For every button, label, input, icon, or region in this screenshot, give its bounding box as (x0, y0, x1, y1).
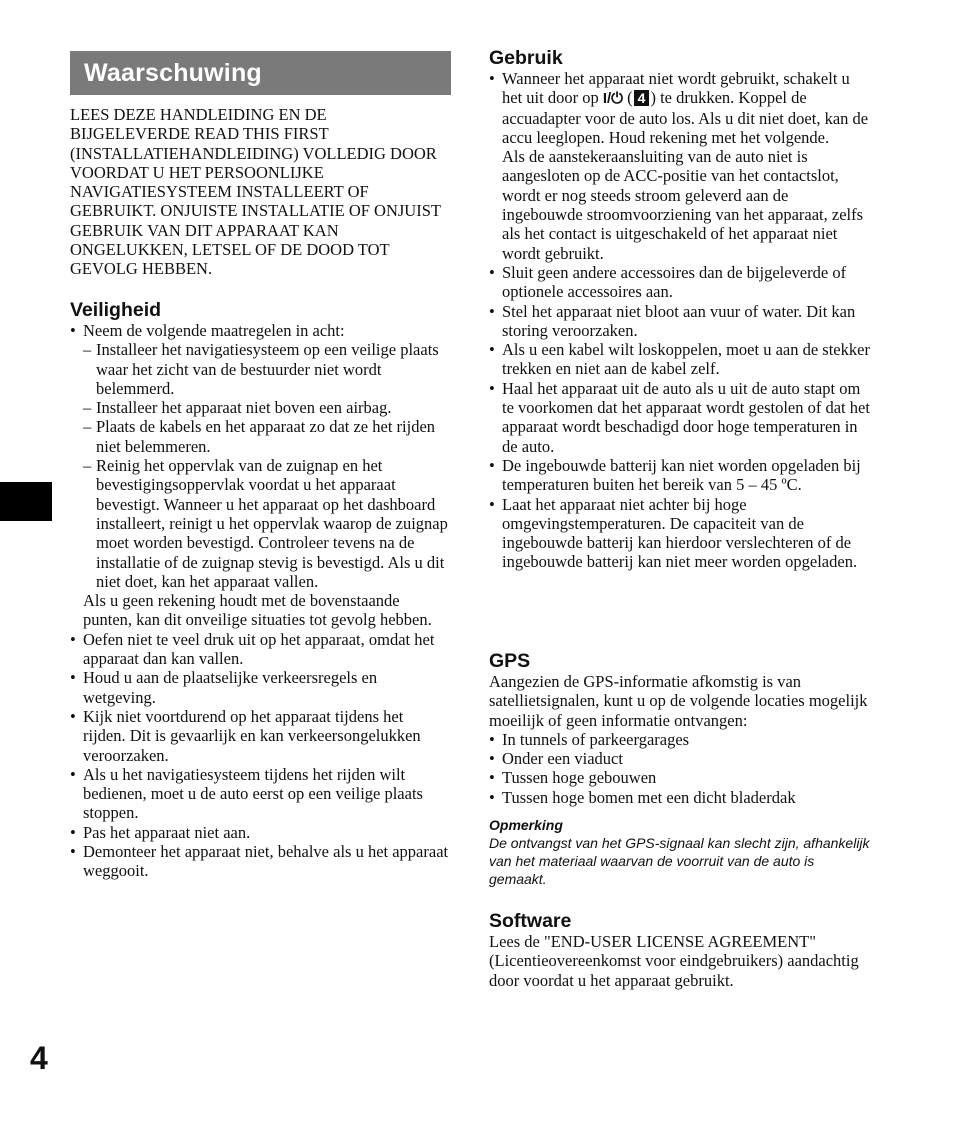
page-number: 4 (30, 1040, 48, 1076)
software-heading: Software (489, 910, 572, 932)
software-text: Lees de "END-USER LICENSE AGREEMENT" (Licentieovereenkomst voor eindgebruikers) aandachtig door voordat u het apparaat gebruikt. (489, 932, 859, 990)
list-item: • Pas het apparaat niet aan. (70, 823, 450, 842)
list-item: • Tussen hoge bomen met een dicht bladerdak (489, 788, 873, 807)
gps-intro: Aangezien de GPS-informatie afkomstig is van satellietsignalen, kunt u op de volgende locaties mogelijk moeilijk of geen informatie ontvangen: (489, 672, 868, 730)
sub-list-item: – Reinig het oppervlak van de zuignap en het bevestigingsoppervlak voordat u het apparaat bevestigt. Wanneer u het apparaat op het dashboard installeert, reinigt u het oppervlak waarop de zuignap moet worden bevestigd. Controleer tevens na de installatie of de zuignap stevig is bevestigd. Als u dit niet doet, kan het apparaat vallen. (70, 456, 450, 591)
list-item-text: Neem de volgende maatregelen in acht: (83, 321, 345, 340)
list-item: • Als u het navigatiesysteem tijdens het rijden wilt bedienen, moet u de auto eerst op een veilige plaats stoppen. (70, 765, 450, 823)
sub-list-item: – Installeer het navigatiesysteem op een veilige plaats waar het zicht van de bestuurder niet wordt belemmerd. (70, 340, 450, 398)
veiligheid-continuation: Als u geen rekening houdt met de bovenstaande punten, kan dit onveilige situaties tot gevolg hebben. (83, 591, 432, 630)
gebruik-list (489, 69, 873, 572)
gps-note (489, 816, 873, 888)
list-item: • Sluit geen andere accessoires dan de bijgeleverde of optionele accessoires aan. (489, 263, 873, 302)
banner-title: Waarschuwing (84, 59, 262, 87)
gebruik-heading: Gebruik (489, 47, 563, 69)
list-item: • Kijk niet voortdurend op het apparaat tijdens het rijden. Dit is gevaarlijk en kan verkeersongelukken veroorzaken. (70, 707, 450, 765)
list-item: • Haal het apparaat uit de auto als u uit de auto stapt om te voorkomen dat het apparaat wordt gestolen of dat het apparaat wordt beschadigd door hoge temperaturen in de auto. (489, 379, 873, 456)
key-number-badge: 4 (634, 90, 650, 106)
list-item: • Stel het apparaat niet bloot aan vuur of water. Dit kan storing veroorzaken. (489, 302, 873, 341)
list-item: • Laat het apparaat niet achter bij hoge omgevingstemperaturen. De capaciteit van de ingebouwde batterij kan hierdoor verslechteren of de ingebouwde batterij kan niet meer worden opgeladen. (489, 495, 873, 572)
sub-list-item: – Plaats de kabels en het apparaat zo dat ze het rijden niet belemmeren. (70, 417, 450, 456)
section-banner (70, 51, 451, 95)
gps-list (489, 730, 873, 807)
list-item: • Als u een kabel wilt loskoppelen, moet u aan de stekker trekken en niet aan de kabel zelf. (489, 340, 873, 379)
veiligheid-sublist (70, 340, 450, 591)
veiligheid-heading: Veiligheid (70, 299, 162, 321)
list-item: • Demonteer het apparaat niet, behalve als u het apparaat weggooit. (70, 842, 450, 881)
list-item-text: Wanneer het apparaat niet wordt gebruikt, schakelt u het uit door op (502, 69, 850, 108)
list-item: • Houd u aan de plaatselijke verkeersregels en wetgeving. (70, 668, 450, 707)
list-item: • Tussen hoge gebouwen (489, 768, 873, 787)
veiligheid-list (70, 321, 450, 340)
chapter-tab-marker (0, 482, 52, 521)
list-item-continuation: Als de aanstekeraansluiting van de auto niet is aangesloten op de ACC-positie van het contactslot, wordt er nog steeds stroom geleverd aan de ingebouwde stroomvoorziening van het apparaat, zelfs als het contact is uitgeschakeld of het apparaat niet wordt gebruikt. (502, 147, 864, 263)
list-item: • Oefen niet te veel druk uit op het apparaat, omdat het apparaat dan kan vallen. (70, 630, 450, 669)
sub-list-item: – Installeer het apparaat niet boven een airbag. (70, 398, 450, 417)
gebruik-section (489, 47, 873, 572)
software-section (489, 910, 873, 990)
list-item: • Onder een viaduct (489, 749, 873, 768)
gps-section (489, 650, 873, 888)
note-title: Opmerking (489, 817, 563, 834)
veiligheid-list-rest (70, 630, 450, 881)
power-symbol: I/⏻ (602, 90, 624, 108)
note-text: De ontvangst van het GPS-signaal kan slecht zijn, afhankelijk van het materiaal waarvan de voorruit van de auto is gemaakt. (489, 835, 870, 888)
veiligheid-section (70, 299, 450, 881)
list-item: • De ingebouwde batterij kan niet worden opgeladen bij temperaturen buiten het bereik van 5 – 45 ºC. (489, 456, 873, 495)
list-item-text: ) te drukken. Koppel de accuadapter voor de auto los. Als u dit niet doet, kan de accu leeglopen. Houd rekening met het volgende. (502, 88, 869, 147)
list-item: • Wanneer het apparaat niet wordt gebruikt, schakelt u het uit door op I/⏻ ( 4 ) te drukken. Koppel de accuadapter voor de auto los. Als u dit niet doet, kan de accu leeglopen. Houd rekening met het volgende. Als de aanstekeraansluiting van de auto niet is aangesloten op de ACC-positie van het contactslot, wordt er nog steeds stroom geleverd aan de ingebouwde stroomvoorziening van het apparaat, zelfs als het contact is uitgeschakeld of het apparaat niet wordt gebruikt. (489, 69, 873, 263)
list-item (70, 321, 450, 340)
warning-paragraph: LEES DEZE HANDLEIDING EN DE BIJGELEVERDE READ THIS FIRST (INSTALLATIEHANDLEIDING) VOLLEDIG DOOR VOORDAT U HET PERSOONLIJKE NAVIGATIESYSTEEM INSTALLEERT OF GEBRUIKT. ONJUISTE INSTALLATIE OF ONJUIST GEBRUIK VAN DIT APPARAAT KAN ONGELUKKEN, LETSEL OF DE DOOD TOT GEVOLG HEBBEN. (70, 105, 441, 279)
list-item: • In tunnels of parkeergarages (489, 730, 873, 749)
gps-heading: GPS (489, 650, 531, 672)
